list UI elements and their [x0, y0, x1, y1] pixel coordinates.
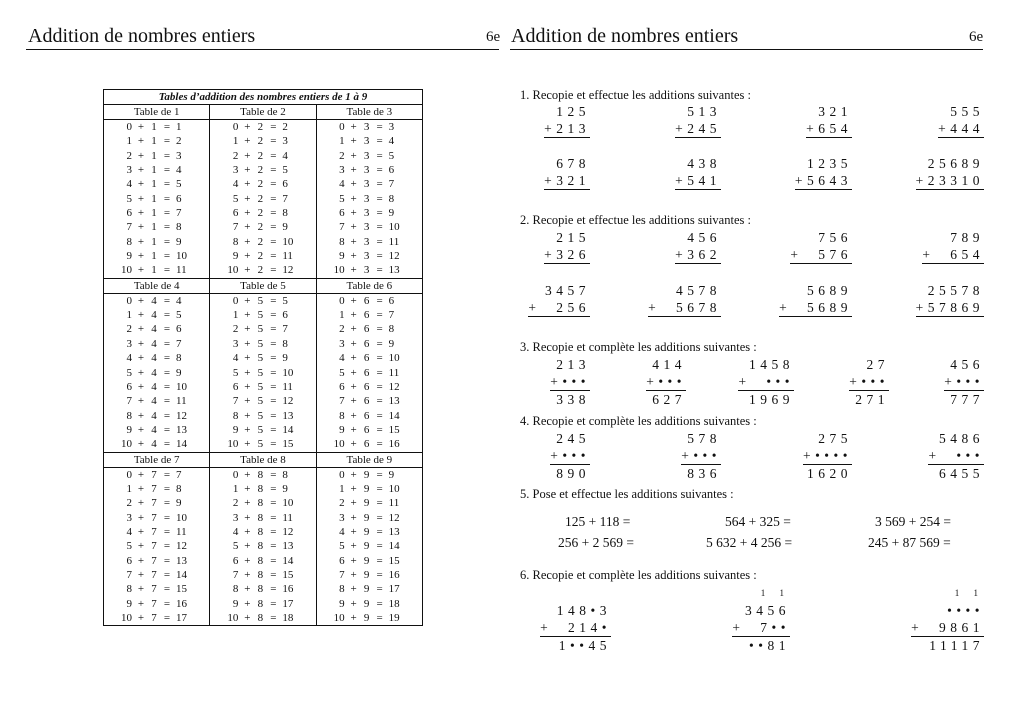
table-caption: Tables d’addition des nombres entiers de 1 à 9: [104, 90, 423, 105]
table-equation: 4 + 4 = 8: [126, 352, 182, 365]
addition-operation: [916, 282, 984, 317]
right-grade-level: 6e: [969, 29, 984, 45]
table-heading: Table de 3: [316, 105, 422, 120]
operation-line: 1458: [749, 357, 794, 372]
operation-line: + 654: [922, 247, 984, 262]
addition-operation: [779, 282, 852, 317]
table-equation: 4 + 8 = 12: [232, 525, 294, 538]
table-heading: Table de 9: [316, 452, 422, 467]
table-heading: Table de 7: [104, 452, 210, 467]
table-equation: 4 + 5 = 9: [232, 352, 288, 365]
table-equation: 3 + 8 = 11: [232, 511, 293, 524]
left-page-title: Addition de nombres entiers: [28, 25, 256, 47]
operation-line: 275: [818, 431, 852, 446]
table-equation: 0 + 1 = 1: [126, 121, 182, 133]
table-equation: 9 + 4 = 13: [126, 423, 187, 436]
table-equation: 10 + 2 = 12: [227, 264, 294, 277]
operation-line: 338: [556, 392, 590, 407]
table-equation: 3 + 1 = 4: [126, 164, 182, 177]
table-equation: 8 + 2 = 10: [232, 235, 294, 248]
table-equation: 0 + 8 = 8: [232, 468, 288, 481]
table-equation: 5 + 1 = 6: [126, 192, 182, 205]
addition-operation: [550, 356, 590, 408]
table-equation: 0 + 6 = 6: [339, 294, 395, 307]
addition-operation: [790, 229, 852, 264]
table-equation: 4 + 7 = 11: [126, 525, 187, 538]
addition-operation: [528, 282, 590, 317]
addition-expression: 256 + 2 569 =: [558, 535, 634, 550]
operation-line: +654: [806, 121, 852, 136]
operation-line: +23310: [915, 173, 984, 188]
operation-line: 578: [687, 431, 721, 446]
table-equation: 3 + 6 = 9: [339, 337, 395, 350]
addition-operation: [646, 356, 686, 408]
table-equation: 3 + 5 = 8: [232, 337, 288, 350]
table-equation: 6 + 6 = 12: [339, 380, 400, 393]
table-equation: 1 + 5 = 6: [232, 309, 288, 322]
table-heading: Table de 5: [210, 278, 316, 293]
operation-line: 25689: [927, 156, 984, 171]
table-equation: 7 + 2 = 9: [232, 221, 288, 234]
table-equation: 10 + 1 = 11: [121, 264, 187, 277]
addition-operation: [738, 356, 794, 408]
operation-line: +245: [675, 121, 721, 136]
table-equation: 0 + 7 = 7: [126, 468, 182, 481]
addition-operation: [544, 103, 590, 138]
table-equation: 7 + 5 = 12: [232, 395, 294, 408]
operation-line: 1••45: [558, 638, 611, 653]
operation-line: 414: [652, 357, 686, 372]
table-equation: 5 + 2 = 7: [232, 192, 288, 205]
table-equation: 6 + 3 = 9: [339, 207, 395, 220]
operation-line: 777: [950, 392, 984, 407]
table-equation: 9 + 9 = 18: [339, 597, 400, 610]
addition-operation: [675, 103, 721, 138]
table-equation: 10 + 8 = 18: [227, 612, 294, 624]
table-equation: 1 + 3 = 4: [339, 135, 395, 148]
addition-operation: [681, 430, 721, 482]
question-2: 2. Recopie et effectue les additions suivantes :: [520, 213, 751, 227]
operation-line: 3457: [545, 283, 590, 298]
table-equation: 4 + 6 = 10: [339, 352, 400, 365]
table-equation: 2 + 2 = 4: [232, 149, 288, 162]
operation-line: 11117: [929, 638, 984, 653]
table-heading: Table de 2: [210, 105, 316, 120]
operation-line: 1620: [807, 466, 852, 481]
table-equation: 2 + 9 = 11: [339, 497, 400, 510]
operation-line: 1969: [749, 392, 794, 407]
table-equation: 6 + 8 = 14: [232, 554, 294, 567]
right-page-title: Addition de nombres entiers: [511, 25, 739, 47]
operation-line: 789: [950, 230, 984, 245]
table-equation: 7 + 8 = 15: [232, 568, 294, 581]
operation-line: + 9861: [911, 620, 984, 635]
operation-line: 245: [556, 431, 590, 446]
table-equation: 1 + 7 = 8: [126, 482, 182, 495]
table-equation: 5 + 4 = 9: [126, 366, 182, 379]
table-equation: 2 + 3 = 5: [339, 149, 395, 162]
operation-line: 25578: [927, 283, 984, 298]
operation-line: +5643: [794, 173, 852, 188]
table-equation: 5 + 6 = 11: [339, 366, 400, 379]
table-equation: 10 + 5 = 15: [227, 438, 294, 451]
table-equation: 0 + 2 = 2: [232, 121, 288, 133]
addition-expression: 5 632 + 4 256 =: [706, 535, 793, 550]
table-equation: 6 + 2 = 8: [232, 207, 288, 220]
operation-line: 5486: [939, 431, 984, 446]
operation-line: +•••: [944, 374, 984, 389]
table-heading: Table de 8: [210, 452, 316, 467]
table-heading: Table de 4: [104, 278, 210, 293]
table-equation: 7 + 4 = 11: [126, 395, 187, 408]
table-equation: 7 + 9 = 16: [339, 568, 400, 581]
operation-line: +•••: [646, 374, 686, 389]
operation-line: 27: [866, 357, 889, 372]
addition-expression: 564 + 325 =: [725, 514, 791, 529]
addition-operation: [944, 356, 984, 408]
table-equation: 2 + 7 = 9: [126, 497, 182, 510]
operation-line: ••81: [749, 638, 790, 653]
addition-expression: 3 569 + 254 =: [875, 514, 951, 529]
table-equation: 2 + 1 = 3: [126, 149, 182, 162]
table-equation: 5 + 8 = 13: [232, 540, 294, 553]
addition-tables: [103, 89, 423, 626]
table-equation: 2 + 5 = 7: [232, 323, 288, 336]
table-equation: 9 + 7 = 16: [126, 597, 187, 610]
operation-line: 456: [950, 357, 984, 372]
table-equation: 9 + 1 = 10: [126, 250, 187, 263]
operation-line: 1 1: [760, 588, 790, 598]
table-equation: 0 + 5 = 5: [232, 294, 288, 307]
table-equation: 1 + 1 = 2: [126, 135, 182, 148]
operation-line: 555: [950, 104, 984, 119]
operation-line: 4578: [676, 283, 721, 298]
table-equation: 2 + 6 = 8: [339, 323, 395, 336]
table-equation: 3 + 9 = 12: [339, 511, 400, 524]
table-equation: 9 + 2 = 11: [232, 250, 293, 263]
operation-line: + 5678: [648, 300, 721, 315]
table-equation: 8 + 6 = 14: [339, 409, 400, 422]
left-header-rule: [26, 49, 499, 50]
operation-line: +•••: [849, 374, 889, 389]
table-equation: 3 + 7 = 10: [126, 511, 187, 524]
operation-line: 5689: [807, 283, 852, 298]
table-equation: 10 + 4 = 14: [121, 438, 187, 451]
addition-operation: [544, 155, 590, 190]
table-equation: 10 + 6 = 16: [333, 438, 400, 451]
table-equation: 8 + 5 = 13: [232, 409, 294, 422]
table-equation: 7 + 6 = 13: [339, 395, 400, 408]
left-grade-level: 6e: [486, 29, 501, 45]
operation-line: 890: [556, 466, 590, 481]
addition-operation: [803, 430, 852, 482]
operation-line: 627: [652, 392, 686, 407]
operation-line: 271: [855, 392, 889, 407]
table-equation: 4 + 2 = 6: [232, 178, 288, 191]
addition-operation: [675, 229, 721, 264]
table-equation: 8 + 4 = 12: [126, 409, 187, 422]
operation-line: + 256: [528, 300, 590, 315]
table-equation: 3 + 3 = 6: [339, 164, 395, 177]
operation-line: 125: [556, 104, 590, 119]
operation-line: +•••: [550, 448, 590, 463]
table-equation: 9 + 3 = 12: [339, 250, 400, 263]
operation-line: +321: [544, 173, 590, 188]
addition-operation: [540, 585, 611, 654]
table-equation: 1 + 9 = 10: [339, 482, 400, 495]
table-equation: 6 + 1 = 7: [126, 207, 182, 220]
table-equation: 9 + 5 = 14: [232, 423, 294, 436]
addition-operation: [928, 430, 984, 482]
operation-line: 456: [687, 230, 721, 245]
addition-operation: [911, 585, 984, 654]
table-equation: 8 + 1 = 9: [126, 235, 182, 248]
operation-line: 1 1: [954, 588, 984, 598]
table-equation: 8 + 7 = 15: [126, 583, 187, 596]
right-header-rule: [510, 49, 983, 50]
addition-operation: [544, 229, 590, 264]
operation-line: 756: [818, 230, 852, 245]
operation-line: + 576: [790, 247, 852, 262]
table-equation: 9 + 6 = 15: [339, 423, 400, 436]
question-1: 1. Recopie et effectue les additions suivantes :: [520, 88, 751, 102]
table-equation: 5 + 9 = 14: [339, 540, 400, 553]
operation-line: + •••: [738, 374, 794, 389]
table-equation: 10 + 7 = 17: [121, 612, 187, 624]
table-heading: Table de 6: [316, 278, 422, 293]
operation-line: [540, 585, 611, 602]
addition-expression: 245 + 87 569 =: [868, 535, 951, 550]
table-equation: 7 + 7 = 14: [126, 568, 187, 581]
addition-operation: [922, 229, 984, 264]
table-equation: 3 + 2 = 5: [232, 164, 288, 177]
table-equation: 5 + 5 = 10: [232, 366, 294, 379]
question-5: 5. Pose et effectue les additions suivantes :: [520, 487, 734, 501]
operation-line: 513: [687, 104, 721, 119]
addition-operation: [916, 155, 984, 190]
table-equation: 8 + 3 = 11: [339, 235, 400, 248]
operation-line: 438: [687, 156, 721, 171]
table-equation: 1 + 8 = 9: [232, 482, 288, 495]
addition-operation: [795, 155, 852, 190]
operation-line: + 214•: [540, 620, 611, 635]
question-6: 6. Recopie et complète les additions suivantes :: [520, 568, 757, 582]
addition-operation: [806, 103, 852, 138]
operation-line: 678: [556, 156, 590, 171]
table-equation: 6 + 5 = 11: [232, 380, 293, 393]
operation-line: 213: [556, 357, 590, 372]
table-equation: 1 + 4 = 5: [126, 309, 182, 322]
table-equation: 6 + 4 = 10: [126, 380, 187, 393]
operation-line: 321: [818, 104, 852, 119]
operation-line: + •••: [928, 448, 984, 463]
table-equation: 1 + 6 = 7: [339, 309, 395, 322]
addition-operation: [938, 103, 984, 138]
operation-line: +•••: [550, 374, 590, 389]
table-equation: 2 + 8 = 10: [232, 497, 294, 510]
table-equation: 0 + 4 = 4: [126, 294, 182, 307]
table-equation: 5 + 7 = 12: [126, 540, 187, 553]
table-equation: 0 + 3 = 3: [339, 121, 395, 133]
table-equation: 1 + 2 = 3: [232, 135, 288, 148]
table-equation: 8 + 9 = 17: [339, 583, 400, 596]
table-equation: 4 + 3 = 7: [339, 178, 395, 191]
table-equation: 10 + 3 = 13: [333, 264, 400, 277]
addition-operation: [675, 155, 721, 190]
operation-line: +326: [544, 247, 590, 262]
operation-line: +••••: [802, 448, 852, 463]
addition-expression: 125 + 118 =: [565, 514, 631, 529]
table-equation: 7 + 1 = 8: [126, 221, 182, 234]
operation-line: 148•3: [556, 603, 611, 618]
table-equation: 8 + 8 = 16: [232, 583, 294, 596]
operation-line: ••••: [947, 603, 984, 618]
table-equation: 0 + 9 = 9: [339, 468, 395, 481]
operation-line: +362: [675, 247, 721, 262]
table-equation: 2 + 4 = 6: [126, 323, 182, 336]
table-equation: 6 + 9 = 15: [339, 554, 400, 567]
operation-line: 3456: [745, 603, 790, 618]
operation-line: + 5689: [779, 300, 852, 315]
operation-line: +213: [544, 121, 590, 136]
table-equation: 7 + 3 = 10: [339, 221, 400, 234]
operation-line: +•••: [681, 448, 721, 463]
addition-operation: [732, 585, 790, 654]
table-equation: 9 + 8 = 17: [232, 597, 294, 610]
operation-line: +444: [938, 121, 984, 136]
table-equation: 5 + 3 = 8: [339, 192, 395, 205]
operation-line: 1235: [807, 156, 852, 171]
table-equation: 4 + 1 = 5: [126, 178, 182, 191]
operation-line: 6455: [939, 466, 984, 481]
table-equation: 6 + 7 = 13: [126, 554, 187, 567]
operation-line: +541: [675, 173, 721, 188]
operation-line: 215: [556, 230, 590, 245]
operation-line: 836: [687, 466, 721, 481]
question-3: 3. Recopie et complète les additions suivantes :: [520, 340, 757, 354]
table-equation: 3 + 4 = 7: [126, 337, 182, 350]
table-heading: Table de 1: [104, 105, 210, 120]
table-equation: 4 + 9 = 13: [339, 525, 400, 538]
operation-line: +57869: [915, 300, 984, 315]
table-equation: 10 + 9 = 19: [333, 612, 400, 624]
addition-operation: [550, 430, 590, 482]
question-4: 4. Recopie et complète les additions suivantes :: [520, 414, 757, 428]
addition-operation: [648, 282, 721, 317]
operation-line: + 7••: [732, 620, 790, 635]
addition-operation: [849, 356, 889, 408]
